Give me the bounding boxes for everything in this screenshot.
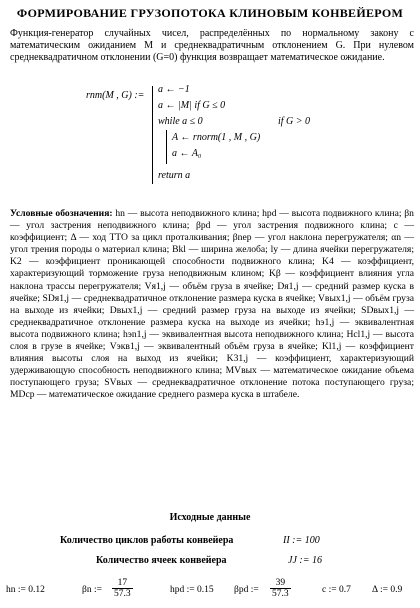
algorithm-header: rnm(M , G) := [86,90,145,101]
param-bn-numerator: 17 [112,578,133,589]
param-bpd-fraction [270,578,291,599]
param-hpd: hpd := 0.15 [170,585,214,595]
legend-text: hn — высота неподвижного клина; hpd — высота подвижного клина; βn — угол застрения неподвижного клина; βpd — угол застрения подвижного клина; c — коэффициент; Δ — ход ТТО за цикл проталкивания; βnep — угол наклона перегружателя; αn — угол трения породы о материал клина; Bkl — ширина желоба; ly — длина ячейки перегружателя; K2 — коэффициент проникающей способности подвижного клина; K4 — коэффициент, характеризующий торможение груза неподвижным клином; Kβ — коэффициент влияния угла наклона трассы перегружателя; Vя1,j — объём груза в ячейке; Dя1,j — средний размер куска в ячейке; SDя1,j — среднеквадратичное отклонение размера куска в ячейке; Vвых1,j — объём груза на выходе из ячейки; Dвых1,j — средний размер груза на выходе из ячейки; SDвых1,j — среднеквадратичное отклонение размера куска на выходе из ячейки; hэ1,j — эквивалентная высота подвижного клина; hэn1,j — эквивалентная высота неподвижного клина; Hcl1,j — высота слоя в грузе в ячейке; Vэкв1,j — эквивалентный объём груза в ячейке; Kl1,j — коэффициент влияния высоты слоя на выход из ячейки; K31,j — коэффициент, характеризующий удерживающую способность неподвижного клина; MVвых — математическое ожидание объема поступающего груза; SVвых — среднеквадратичное отклонение потока поступающего груза; MDcp — математическое ожидание среднего размера куска в штабеле. [10,208,414,401]
algo-line-6: return a [158,170,191,181]
source-data-title: Исходные данные [169,512,251,523]
algorithm-block [86,84,336,188]
param-bpd-lhs: βpd := [234,585,259,595]
param-bpd-numerator: 39 [270,578,291,589]
algo-line-3: while a ≤ 0 [158,116,203,127]
cycles-label: Количество циклов работы конвейера [60,535,234,546]
algorithm-inner-bracket [166,130,167,164]
algo-line-5: a ← A₀ [172,148,202,159]
cells-value: JJ := 16 [288,555,322,566]
param-delta: Δ := 0.9 [372,585,403,595]
param-bpd-denominator: 57.3 [272,589,289,599]
cells-label: Количество ячеек конвейера [96,555,227,566]
param-bn-denominator: 57.3 [114,589,131,599]
algo-line-1: a ← −1 [158,84,190,95]
param-bn-lhs: βn := [82,585,102,595]
algo-line-4: A ← rnorm(1 , M , G) [172,132,261,143]
page-title: ФОРМИРОВАНИЕ ГРУЗОПОТОКА КЛИНОВЫМ КОНВЕЙЕРОМ [16,6,404,20]
legend-label: Условные обозначения: [10,208,113,219]
parameters-row [6,578,416,606]
algorithm-bracket [152,86,153,184]
param-c: c := 0.7 [322,585,351,595]
algo-line-2: a ← |M| if G ≤ 0 [158,100,226,111]
cycles-value: II := 100 [283,535,320,546]
legend-paragraph [10,208,414,402]
intro-paragraph: Функция-генератор случайных чисел, распределённых по нормальному закону с математическим ожиданием M и среднеквадратичным отклонением G. При нулевом среднеквадратичном отклонении (G=0) функция возвращает математическое ожидание. [10,28,414,63]
algo-line-3-cond: if G > 0 [278,116,311,127]
param-bn-fraction [112,578,133,599]
param-hn: hn := 0.12 [6,585,45,595]
